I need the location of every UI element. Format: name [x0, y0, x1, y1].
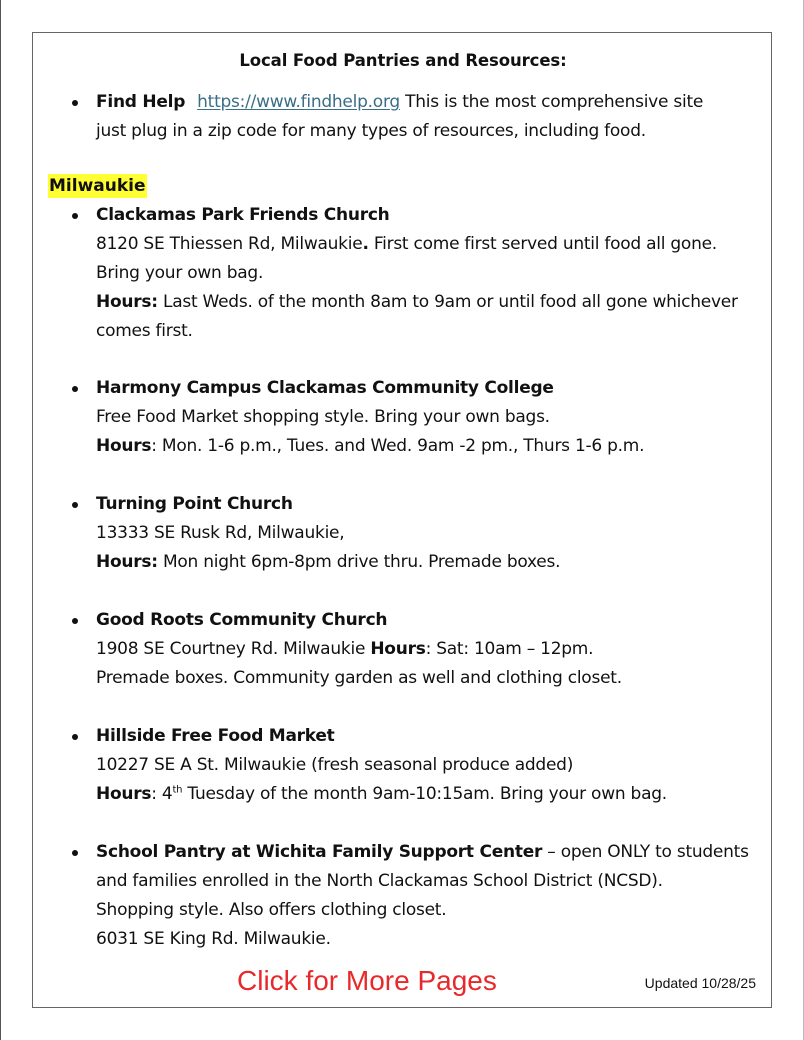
updated-date: Updated 10/28/25: [644, 975, 756, 991]
entry-address: 6031 SE King Rd. Milwaukie.: [96, 929, 331, 949]
list-item: [96, 490, 766, 577]
entry-hours: Tuesday of the month 9am-10:15am. Bring your own bag.: [182, 784, 667, 804]
entry-address: 13333 SE Rusk Rd, Milwaukie,: [96, 523, 345, 543]
entry-name: Find Help: [96, 92, 186, 112]
entry-hours: comes first.: [96, 321, 193, 341]
bullet-icon: [72, 618, 78, 624]
document-frame: [32, 32, 772, 1008]
bullet-icon: [72, 734, 78, 740]
entry-address: 10227 SE A St. Milwaukie (fresh seasonal produce added): [96, 755, 574, 775]
bullet-icon: [72, 386, 78, 392]
entry-address: 8120 SE Thiessen Rd, Milwaukie: [96, 234, 363, 254]
entry-hours: : Sat: 10am – 12pm.: [425, 639, 594, 659]
bullet-icon: [72, 502, 78, 508]
list-item: [96, 374, 766, 461]
entry-name: Turning Point Church: [96, 494, 293, 514]
entry-note: and families enrolled in the North Clackamas School District (NCSD).: [96, 871, 663, 891]
list-item: Clackamas Park Friends Church 8120 SE Thiessen Rd, Milwaukie. First come first served until food all gone. Bring your own bag. Hours: Last Weds. of the month 8am to 9am or until food all gone whichever comes first.: [96, 201, 766, 346]
entry-hours: Last Weds. of the month 8am to 9am or until food all gone whichever: [157, 292, 738, 312]
bullet-icon: [72, 850, 78, 856]
more-pages-link[interactable]: Click for More Pages: [237, 965, 497, 996]
entry-name: Good Roots Community Church: [96, 610, 388, 630]
hours-label: Hours:: [96, 552, 158, 572]
entry-note: Premade boxes. Community garden as well and clothing closet.: [96, 668, 622, 688]
entry-note: – open ONLY to students: [542, 842, 749, 862]
list-item: [96, 838, 766, 954]
section-heading-milwaukie: Milwaukie: [49, 176, 146, 196]
entry-text: This is the most comprehensive site: [405, 92, 704, 112]
entry-name: Clackamas Park Friends Church: [96, 205, 390, 225]
findhelp-link[interactable]: https://www.findhelp.org: [197, 92, 400, 112]
list-item-find-help: [96, 88, 766, 146]
page-title: Local Food Pantries and Resources:: [239, 51, 567, 70]
entry-note: Shopping style. Also offers clothing closet.: [96, 900, 447, 920]
entry-hours: : Mon. 1-6 p.m., Tues. and Wed. 9am -2 pm., Thurs 1-6 p.m.: [151, 436, 645, 456]
hours-label: Hours: [96, 784, 152, 804]
entry-name: Hillside Free Food Market: [96, 726, 335, 746]
entry-note: First come first served until food all gone.: [368, 234, 717, 254]
hours-label: Hours: [370, 639, 426, 659]
list-item: Hillside Free Food Market 10227 SE A St. Milwaukie (fresh seasonal produce added) Hours: 4th Tuesday of the month 9am-10:15am. Bring your own bag.: [96, 722, 766, 809]
hours-label: Hours:: [96, 292, 158, 312]
entry-address: 1908 SE Courtney Rd. Milwaukie: [96, 639, 371, 659]
page-edge: [0, 0, 1, 1040]
entry-note: Free Food Market shopping style. Bring your own bags.: [96, 407, 550, 427]
entry-text: just plug in a zip code for many types of resources, including food.: [96, 121, 646, 141]
entry-name: Harmony Campus Clackamas Community College: [96, 378, 554, 398]
bullet-icon: [72, 213, 78, 219]
hours-label: Hours: [96, 436, 152, 456]
bullet-icon: [72, 100, 78, 106]
entry-hours: Mon night 6pm-8pm drive thru. Premade boxes.: [157, 552, 561, 572]
entry-name: School Pantry at Wichita Family Support Center: [96, 842, 543, 862]
list-item: [96, 606, 766, 693]
entry-note: Bring your own bag.: [96, 263, 264, 283]
